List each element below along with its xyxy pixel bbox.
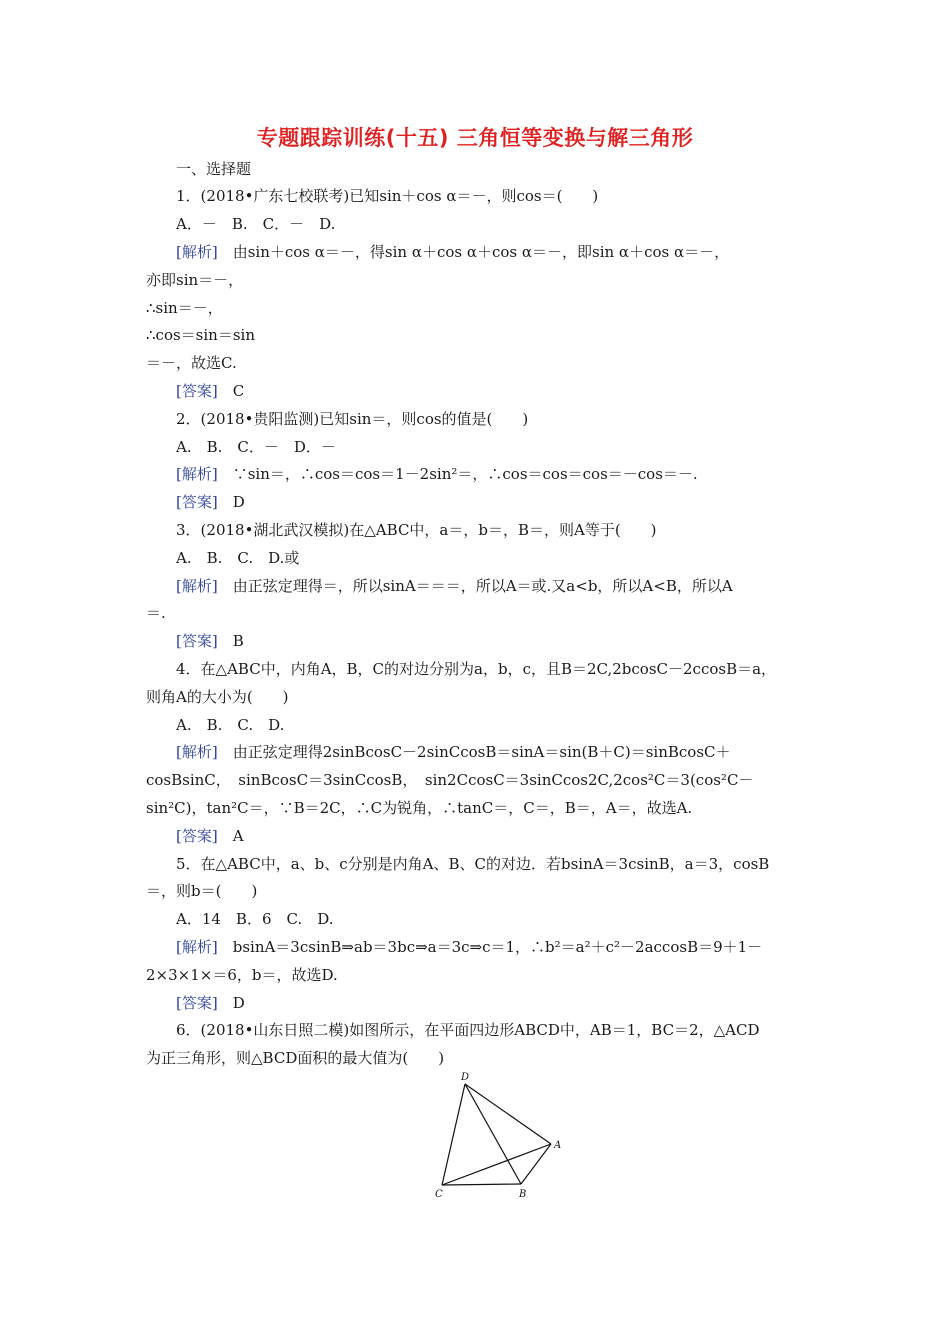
line-text: 为正三角形，则△BCD面积的最大值为( )	[146, 1049, 445, 1067]
line-text: 则角A的大小为( )	[146, 688, 289, 706]
line-text: ＝－，故选C.	[146, 354, 237, 372]
line-text: ＝.	[146, 604, 166, 622]
line-text: 1．(2018•广东七校联考)已知sin＋cos α＝－，则cos＝( )	[176, 187, 599, 205]
line-text: A. B. C．－ D．－	[176, 438, 336, 456]
line-text: C	[217, 382, 245, 400]
vertex-label-b: B	[519, 1189, 527, 1200]
text-line	[176, 1020, 816, 1040]
line-text: cosBsinC， sinBcosC＝3sinCcosB， sin2CcosC＝3sinCcos2C,2cos²C＝3(cos²C－	[146, 771, 754, 789]
text-line	[146, 881, 816, 901]
line-text: A. B. C. D.	[176, 716, 285, 734]
text-line	[176, 520, 816, 540]
text-line	[176, 937, 816, 957]
answer-tag: [答案]	[176, 632, 218, 650]
text-line	[146, 687, 816, 707]
quadrilateral-figure	[425, 1068, 575, 1204]
line-text: A. B. C. D.或	[176, 549, 300, 567]
answer-tag: [答案]	[176, 994, 218, 1012]
analysis-tag: [解析]	[176, 243, 218, 261]
text-line	[146, 798, 816, 818]
page-title: 专题跟踪训练(十五) 三角恒等变换与解三角形	[256, 126, 694, 150]
line-text: 一、选择题	[176, 160, 252, 178]
line-text: ∴cos＝sin＝sin	[146, 326, 255, 344]
analysis-tag: [解析]	[176, 465, 218, 483]
line-text: A．－ B. C．－ D.	[176, 215, 336, 233]
line-text: 4．在△ABC中，内角A，B，C的对边分别为a，b，c，且B＝2C,2bcosC－2ccosB＝a，	[176, 660, 777, 678]
line-text: bsinA＝3csinB⇒ab＝3bc⇒a＝3c⇒c＝1，∴b²＝a²＋c²－2accosB＝9＋1－	[217, 938, 763, 956]
vertex-label-c: C	[435, 1189, 443, 1200]
text-line	[176, 186, 816, 206]
text-line	[146, 603, 816, 623]
analysis-tag: [解析]	[176, 938, 218, 956]
analysis-tag: [解析]	[176, 577, 218, 595]
text-line	[176, 909, 816, 929]
text-line	[176, 492, 816, 512]
text-line	[176, 464, 816, 484]
line-text: 5．在△ABC中，a、b、c分别是内角A、B、C的对边．若bsinA＝3csinB，a＝3，cosB	[176, 855, 770, 873]
line-text: D	[217, 994, 245, 1012]
text-line	[176, 381, 816, 401]
line-text: B	[217, 632, 244, 650]
text-line	[176, 826, 816, 846]
answer-tag: [答案]	[176, 493, 218, 511]
line-text: ∵sin＝，∴cos＝cos＝1－2sin²＝，∴cos＝cos＝cos＝－cos＝－.	[217, 465, 698, 483]
analysis-tag: [解析]	[176, 743, 218, 761]
edge-cb	[442, 1184, 521, 1185]
text-line	[146, 298, 816, 318]
text-line	[176, 242, 816, 262]
text-line	[146, 270, 816, 290]
line-text: 由正弦定理得2sinBcosC－2sinCcosB＝sinA＝sin(B＋C)＝sinBcosC＋	[217, 743, 731, 761]
edge-ca	[442, 1144, 551, 1185]
line-text: 由sin＋cos α＝－，得sin α＋cos α＋cos α＝－，即sin α＋cos α＝－，	[217, 243, 730, 261]
line-text: 6．(2018•山东日照二模)如图所示，在平面四边形ABCD中，AB＝1，BC＝2，△ACD	[176, 1021, 760, 1039]
text-line	[176, 159, 816, 179]
answer-tag: [答案]	[176, 382, 218, 400]
vertex-label-d: D	[461, 1072, 470, 1083]
text-line	[176, 993, 816, 1013]
line-text: 3．(2018•湖北武汉模拟)在△ABC中，a＝，b＝，B＝，则A等于( )	[176, 521, 657, 539]
text-line	[176, 409, 816, 429]
line-text: 2．(2018•贵阳监测)已知sin＝，则cos的值是( )	[176, 410, 529, 428]
text-line	[176, 437, 816, 457]
text-line	[176, 715, 816, 735]
line-text: ＝，则b＝( )	[146, 882, 258, 900]
line-text: D	[217, 493, 245, 511]
text-line	[176, 576, 816, 596]
edge-ad	[465, 1084, 551, 1144]
text-line	[146, 965, 816, 985]
text-line	[176, 854, 816, 874]
text-line	[146, 325, 816, 345]
line-text: sin²C)，tan²C＝，∵B＝2C，∴C为锐角，∴tanC＝，C＝，B＝，A＝，故选A.	[146, 799, 693, 817]
vertex-label-a: A	[554, 1140, 562, 1151]
line-text: ∴sin＝－，	[146, 299, 223, 317]
line-text: 2×3×1×＝6，b＝，故选D.	[146, 966, 338, 984]
text-line	[146, 770, 816, 790]
line-text: 亦即sin＝－，	[146, 271, 244, 289]
text-line	[176, 659, 816, 679]
text-line	[176, 214, 816, 234]
line-text: A	[217, 827, 244, 845]
text-line	[176, 742, 816, 762]
text-line	[176, 631, 816, 651]
edge-db	[465, 1084, 521, 1184]
text-line	[146, 1048, 816, 1068]
text-line	[146, 353, 816, 373]
text-line	[176, 548, 816, 568]
line-text: A．14 B．6 C. D.	[176, 910, 334, 928]
edge-dc	[442, 1084, 465, 1185]
line-text: 由正弦定理得＝，所以sinA＝＝＝，所以A＝或.又a<b，所以A<B，所以A	[217, 577, 733, 595]
answer-tag: [答案]	[176, 827, 218, 845]
